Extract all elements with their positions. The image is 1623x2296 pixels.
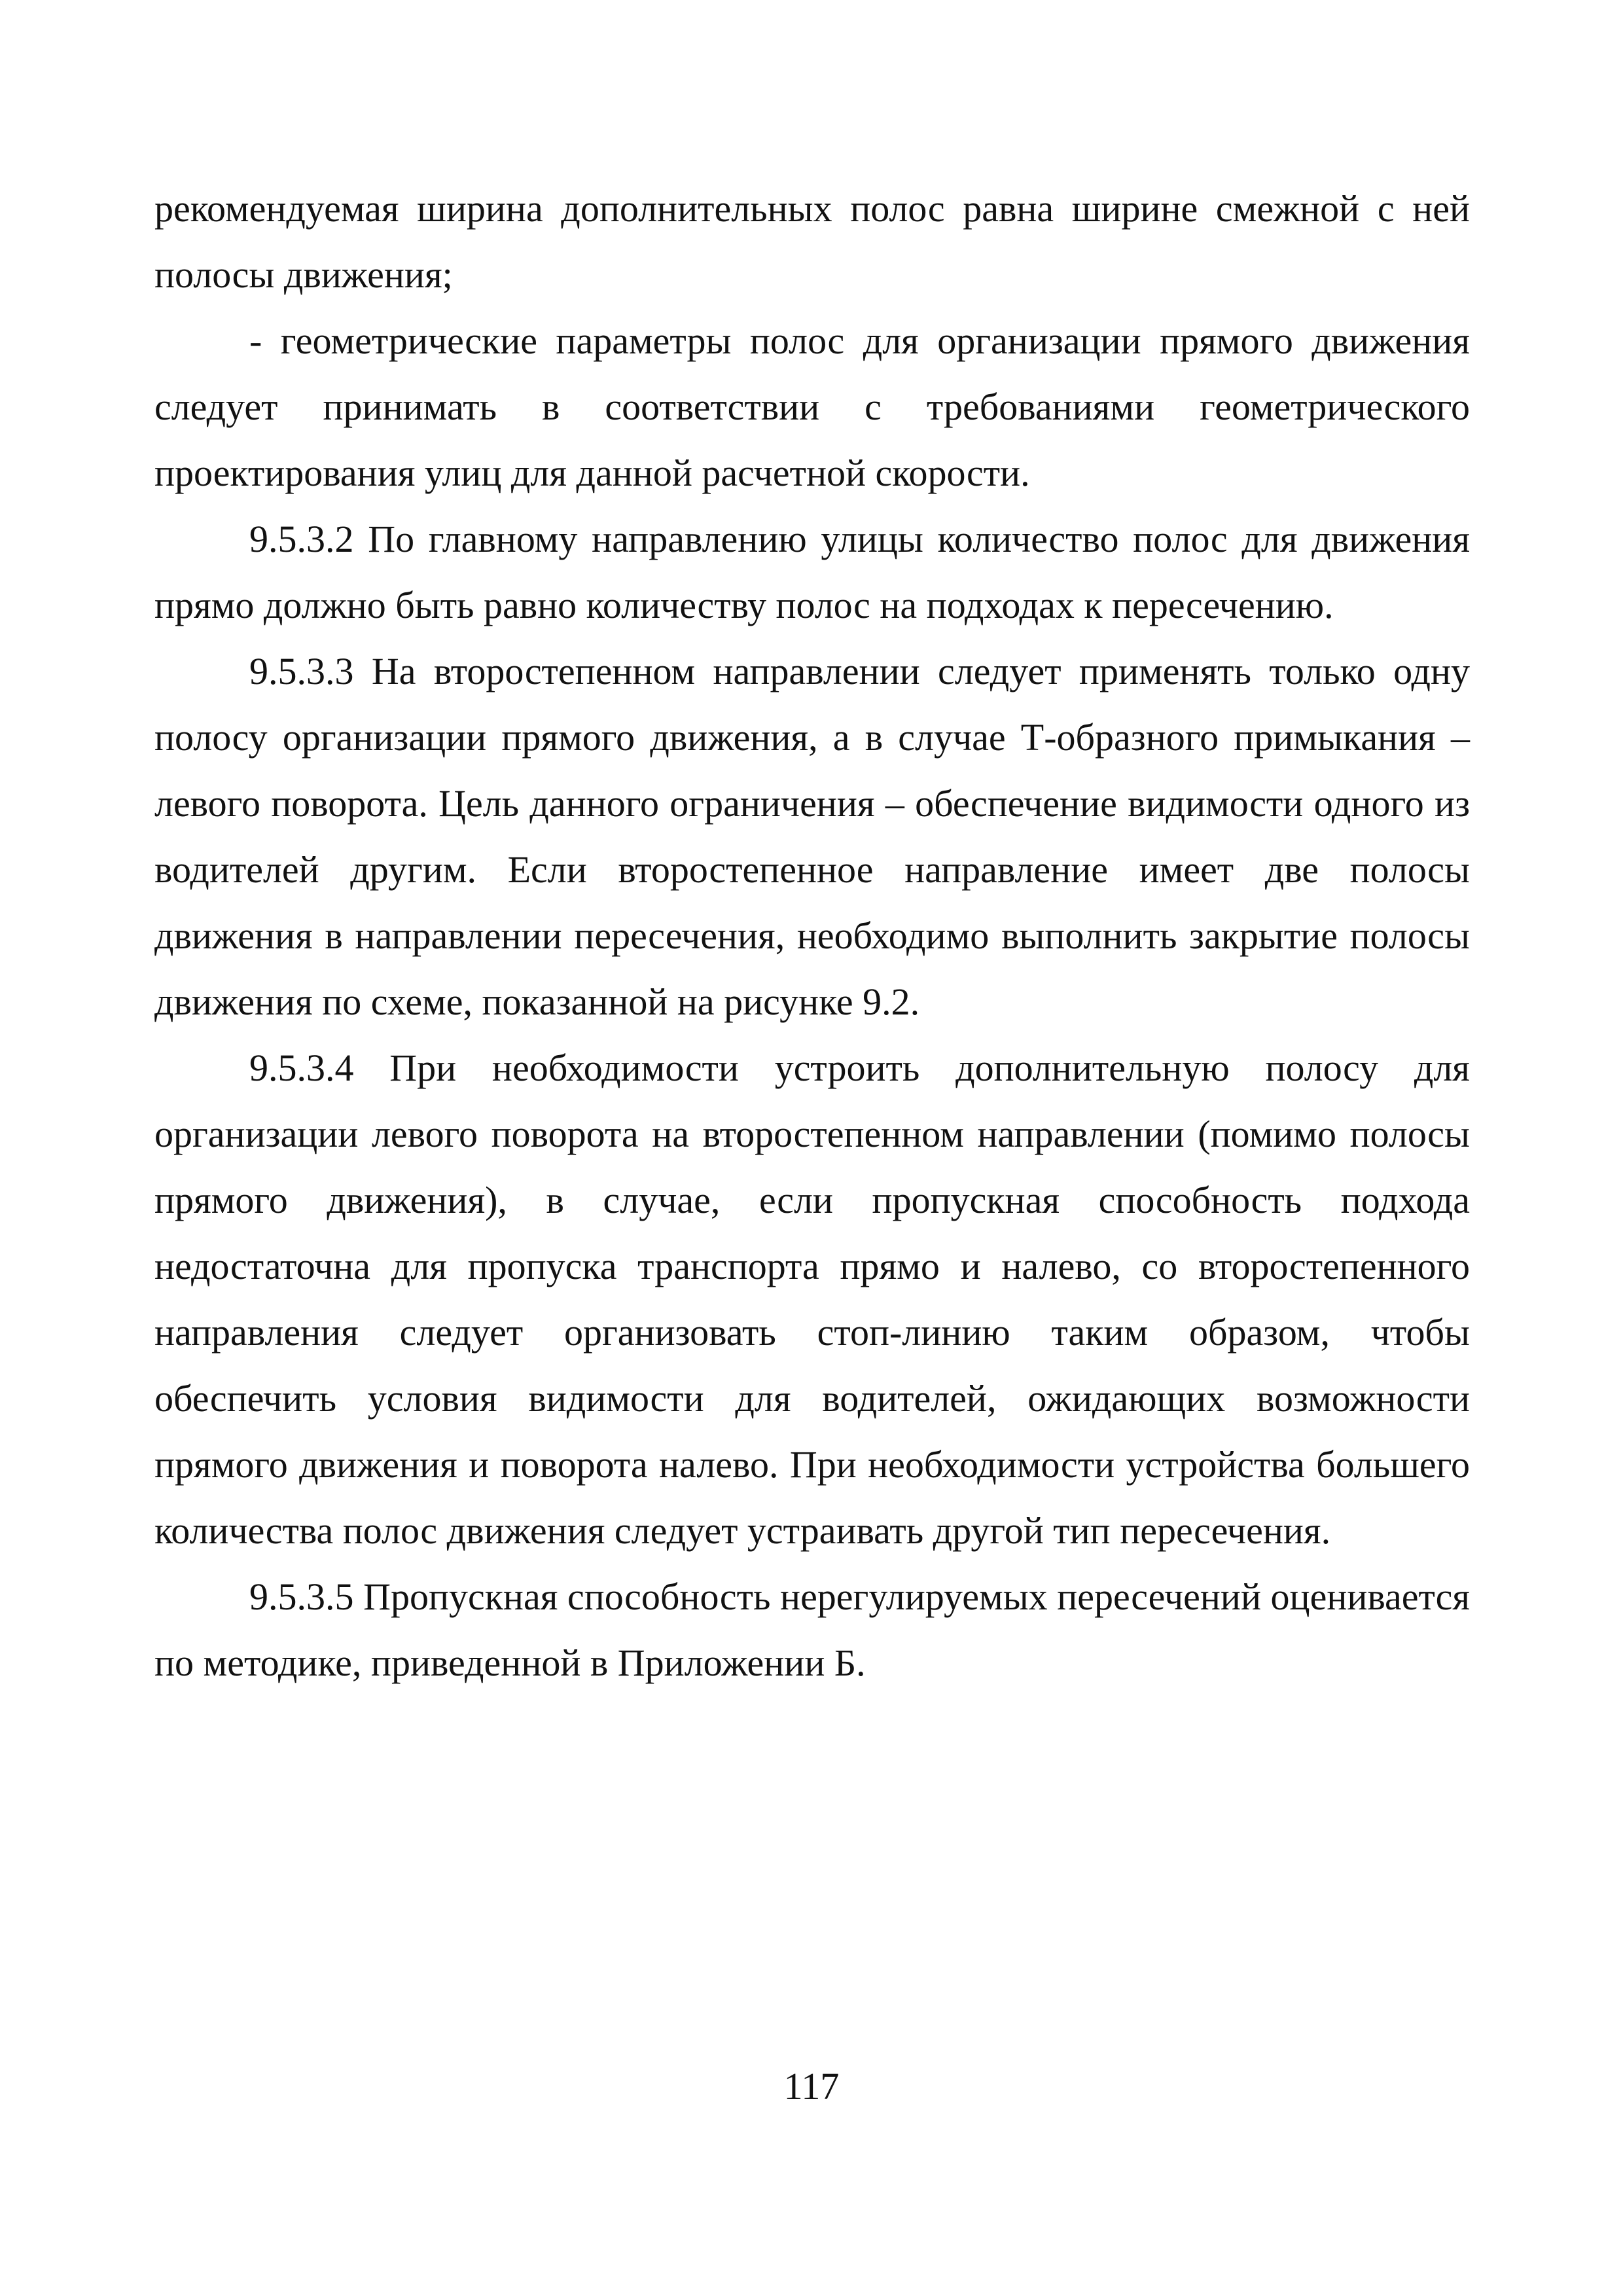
- paragraph-9-5-3-5: 9.5.3.5 Пропускная способность нерегулируемых пересечений оценивается по методике, приведенной в Приложении Б.: [154, 1575, 1470, 1684]
- paragraph-9-5-3-3: 9.5.3.3 На второстепенном направлении следует применять только одну полосу организации прямого движения, а в случае Т-образного примыкания – левого поворота. Цель данного ограничения – обеспечение видимости одного из водителей другим. Если второстепенное направление имеет две полосы движения в направлении пересечения, необходимо выполнить закрытие полосы движения по схеме, показанной на рисунке 9.2.: [154, 650, 1470, 1023]
- paragraph-9-5-3-2: 9.5.3.2 По главному направлению улицы количество полос для движения прямо должно быть равно количеству полос на подходах к пересечению.: [154, 518, 1470, 626]
- text-body: [154, 175, 1470, 1696]
- paragraph-9-5-3-4: 9.5.3.4 При необходимости устроить дополнительную полосу для организации левого поворота на второстепенном направлении (помимо полосы прямого движения), в случае, если пропускная способность подхода недостаточна для пропуска транспорта прямо и налево, со второстепенного направления следует организовать стоп-линию таким образом, чтобы обеспечить условия видимости для водителей, ожидающих возможности прямого движения и поворота налево. При необходимости устройства большего количества полос движения следует устраивать другой тип пересечения.: [154, 1047, 1470, 1552]
- paragraph-geometric-parameters: - геометрические параметры полос для организации прямого движения следует принимать в соответствии с требованиями геометрического проектирования улиц для данной расчетной скорости.: [154, 319, 1470, 494]
- paragraph-continuation: рекомендуемая ширина дополнительных полос равна ширине смежной с ней полосы движения;: [154, 187, 1470, 296]
- page-number: 117: [783, 2065, 840, 2108]
